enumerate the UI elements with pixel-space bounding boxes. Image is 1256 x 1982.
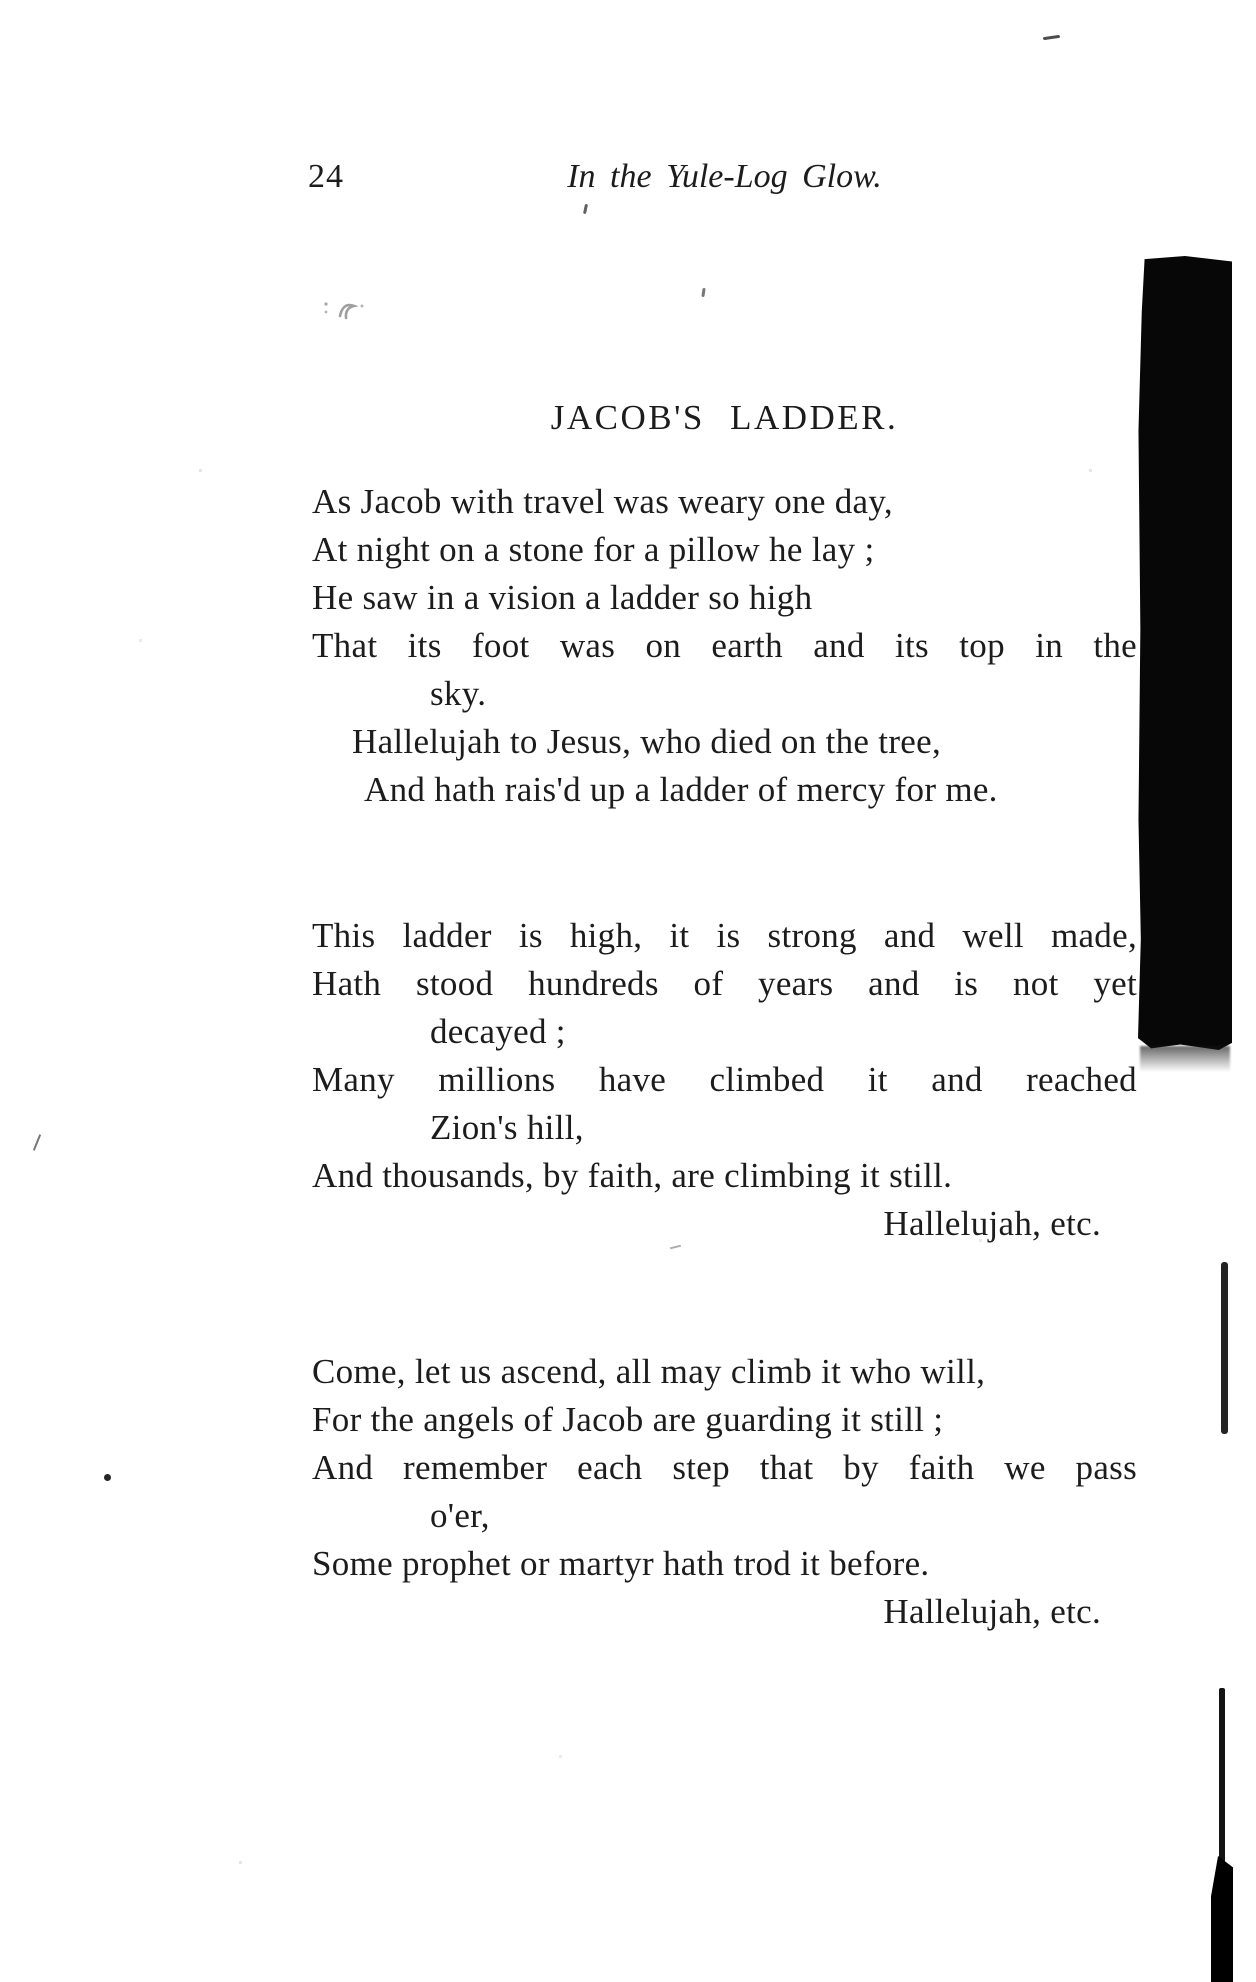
- poem-line: Some prophet or martyr hath trod it before.: [312, 1544, 930, 1583]
- poem-line: Many millions have climbed it and reached: [312, 1060, 1137, 1099]
- scan-artifact-black-bar: [1138, 256, 1232, 1050]
- poem-line: As Jacob with travel was weary one day,: [312, 482, 893, 521]
- page-number: 24: [308, 158, 344, 195]
- refrain-line: And hath rais'd up a ladder of mercy for me.: [364, 770, 998, 809]
- scan-artifact-edge-line: [1221, 1262, 1228, 1434]
- ink-smudge: [322, 292, 370, 328]
- page-header: [308, 158, 1137, 206]
- poem-line: Zion's hill,: [430, 1108, 584, 1147]
- poem-line: At night on a stone for a pillow he lay ;: [312, 530, 875, 569]
- running-header: In the Yule-Log Glow.: [567, 158, 882, 195]
- scan-artifact-dot: [104, 1474, 111, 1481]
- scan-noise-specks: [0, 0, 1, 1]
- stanza-2: [312, 912, 1137, 1248]
- scan-artifact-mark: [33, 1134, 41, 1151]
- text-block: [308, 0, 1137, 1982]
- poem-line: Come, let us ascend, all may climb it who will,: [312, 1352, 986, 1391]
- poem-line: This ladder is high, it is strong and well made,: [312, 916, 1137, 955]
- refrain-line: Hallelujah, etc.: [883, 1592, 1101, 1631]
- poem-line: And thousands, by faith, are climbing it still.: [312, 1156, 953, 1195]
- poem-line: decayed ;: [430, 1012, 566, 1051]
- poem-line: Hath stood hundreds of years and is not yet: [312, 964, 1137, 1003]
- poem-line: That its foot was on earth and its top in the: [312, 626, 1137, 665]
- refrain-line: Hallelujah, etc.: [883, 1204, 1101, 1243]
- poem-line: And remember each step that by faith we pass: [312, 1448, 1137, 1487]
- poem-line: sky.: [430, 674, 487, 713]
- poem-line: For the angels of Jacob are guarding it still ;: [312, 1400, 944, 1439]
- stanza-3: [312, 1348, 1137, 1636]
- poem-title: JACOB'S LADDER.: [550, 398, 899, 437]
- stanza-1: [312, 478, 1137, 814]
- refrain-line: Hallelujah to Jesus, who died on the tree,: [352, 722, 941, 761]
- scan-artifact-corner-blob: [1211, 1856, 1233, 1982]
- poem-line: He saw in a vision a ladder so high: [312, 578, 813, 617]
- scan-artifact-bar-fade: [1140, 1046, 1230, 1072]
- poem-line: o'er,: [430, 1496, 490, 1535]
